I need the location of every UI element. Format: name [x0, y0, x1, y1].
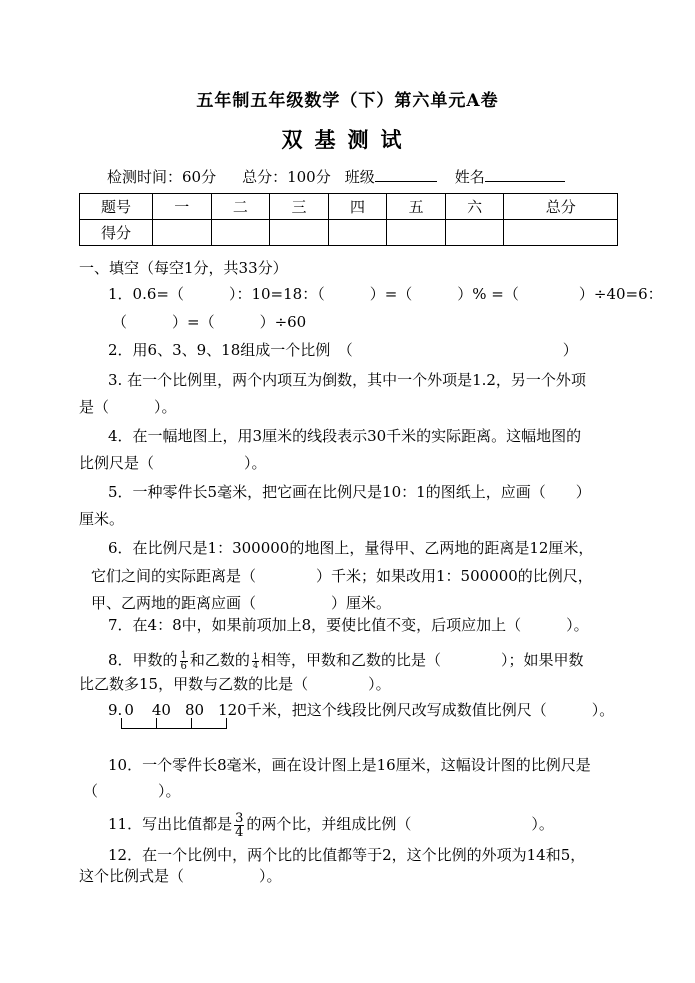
question-text: 6．在比例尺是1：300000的地图上，量得甲、乙两地的距离是12厘米， — [108, 539, 594, 557]
question-6-line-2 — [91, 562, 636, 591]
question-text: 3. 在一个比例里，两个内项互为倒数，其中一个外项是1.2，另一个外项 — [108, 371, 586, 389]
question-text: 它们之间的实际距离是（ ）千米；如果改用1：500000的比例尺， — [91, 567, 593, 585]
score-cell: 题号 — [80, 194, 153, 220]
question-number: 9. — [108, 701, 123, 719]
fraction-one-sixth: $\frac{1}{6}$ — [180, 649, 187, 672]
score-input-cell[interactable] — [211, 220, 270, 246]
score-table-score-row — [80, 220, 618, 246]
question-text: 12．在一个比例中，两个比的比值都等于2，这个比例的外项为14和5， — [108, 846, 586, 864]
line-scale-bar — [121, 718, 227, 730]
score-cell: 一 — [153, 194, 212, 220]
question-text: 11．写出比值都是 — [108, 815, 233, 833]
exam-total-score: 总分：100分 — [242, 168, 331, 186]
question-7 — [79, 611, 624, 640]
exam-info-line — [107, 166, 565, 187]
exam-subtitle: 双基测试 — [281, 127, 414, 152]
question-11 — [79, 810, 624, 839]
score-cell: 四 — [328, 194, 387, 220]
question-text: 是（ ）。 — [79, 398, 177, 416]
score-input-cell[interactable] — [445, 220, 504, 246]
question-text: 8．甲数的 — [108, 651, 178, 669]
question-4-line-1 — [79, 422, 624, 451]
question-8-line-2 — [79, 670, 624, 699]
question-text: 7．在4：8中，如果前项加上8，要使比值不变，后项应加上（ ）。 — [108, 616, 589, 634]
scale-tick-label: 40 — [151, 701, 171, 719]
question-3-line-2 — [79, 393, 624, 422]
score-cell: 总分 — [504, 194, 618, 220]
question-text: （ ）。 — [83, 782, 181, 800]
score-input-cell[interactable] — [153, 220, 212, 246]
question-text: （ ）=（ ）÷60 — [112, 313, 307, 331]
score-input-cell[interactable] — [504, 220, 618, 246]
score-input-cell[interactable] — [328, 220, 387, 246]
question-text: 5．一种零件长5毫米，把它画在比例尺是10：1的图纸上，应画（ ） — [108, 483, 591, 501]
question-text: 2．用6、3、9、18组成一个比例 （ ） — [108, 341, 578, 359]
question-2 — [79, 336, 624, 365]
score-table-header-row — [80, 194, 618, 220]
scale-tick-label: 120 — [218, 701, 247, 719]
fraction-one-fourth: $\frac{1}{4}$ — [252, 651, 259, 670]
question-10-line-2 — [83, 777, 628, 806]
question-text: 的两个比，并组成比例（ ）。 — [246, 815, 554, 833]
question-text: 厘米。 — [79, 510, 125, 528]
fraction-three-fourths: $\frac{3}{4}$ — [235, 810, 244, 840]
question-12-line-2 — [79, 862, 624, 891]
question-3-line-1 — [79, 366, 624, 395]
score-cell: 六 — [445, 194, 504, 220]
score-table — [79, 193, 618, 246]
scale-tick — [156, 718, 157, 728]
name-blank[interactable] — [485, 167, 565, 182]
question-text: 和乙数的 — [189, 651, 250, 669]
scale-tick — [121, 718, 122, 728]
section-heading: 一、填空（每空1分，共33分） — [79, 259, 288, 277]
score-input-cell[interactable] — [387, 220, 446, 246]
scale-tick — [191, 718, 192, 728]
score-cell: 得分 — [80, 220, 153, 246]
question-text: 10．一个零件长8毫米，画在设计图上是16厘米，这幅设计图的比例尺是 — [108, 756, 591, 774]
question-6-line-1 — [79, 534, 624, 563]
question-text: 1．0.6=（ ）：10=18：（ ）=（ ）% =（ ）÷40=6： — [108, 285, 663, 303]
question-text: 相等，甲数和乙数的比是（ ）；如果甲数 — [261, 651, 584, 669]
class-label: 班级 — [344, 168, 375, 186]
name-label: 姓名 — [454, 168, 485, 186]
score-cell: 五 — [387, 194, 446, 220]
scale-tick — [226, 718, 227, 728]
question-5-line-2 — [79, 505, 624, 534]
scale-baseline — [121, 728, 227, 729]
question-text: 比例尺是（ ）。 — [79, 454, 267, 472]
question-1-line-1 — [79, 280, 663, 309]
question-text: 这个比例式是（ ）。 — [79, 867, 282, 885]
score-cell: 二 — [211, 194, 270, 220]
score-cell: 三 — [270, 194, 329, 220]
question-text: 4．在一幅地图上，用3厘米的线段表示30千米的实际距离。这幅地图的 — [108, 427, 582, 445]
score-input-cell[interactable] — [270, 220, 329, 246]
exam-title: 五年制五年级数学（下）第六单元A卷 — [196, 91, 499, 111]
scale-tick-label: 0 — [124, 701, 134, 719]
question-1-line-2 — [112, 308, 657, 337]
class-blank[interactable] — [375, 167, 437, 182]
question-text: 甲、乙两地的距离应画（ ）厘米。 — [91, 594, 392, 612]
question-10-line-1 — [79, 751, 624, 780]
question-5-line-1 — [79, 478, 624, 507]
exam-time: 检测时间：60分 — [107, 168, 217, 186]
question-text: 千米，把这个线段比例尺改写成数值比例尺（ ）。 — [246, 701, 615, 719]
question-text: 比乙数多15，甲数与乙数的比是（ ）。 — [79, 675, 391, 693]
scale-tick-label: 80 — [184, 701, 205, 719]
question-4-line-2 — [79, 449, 624, 478]
